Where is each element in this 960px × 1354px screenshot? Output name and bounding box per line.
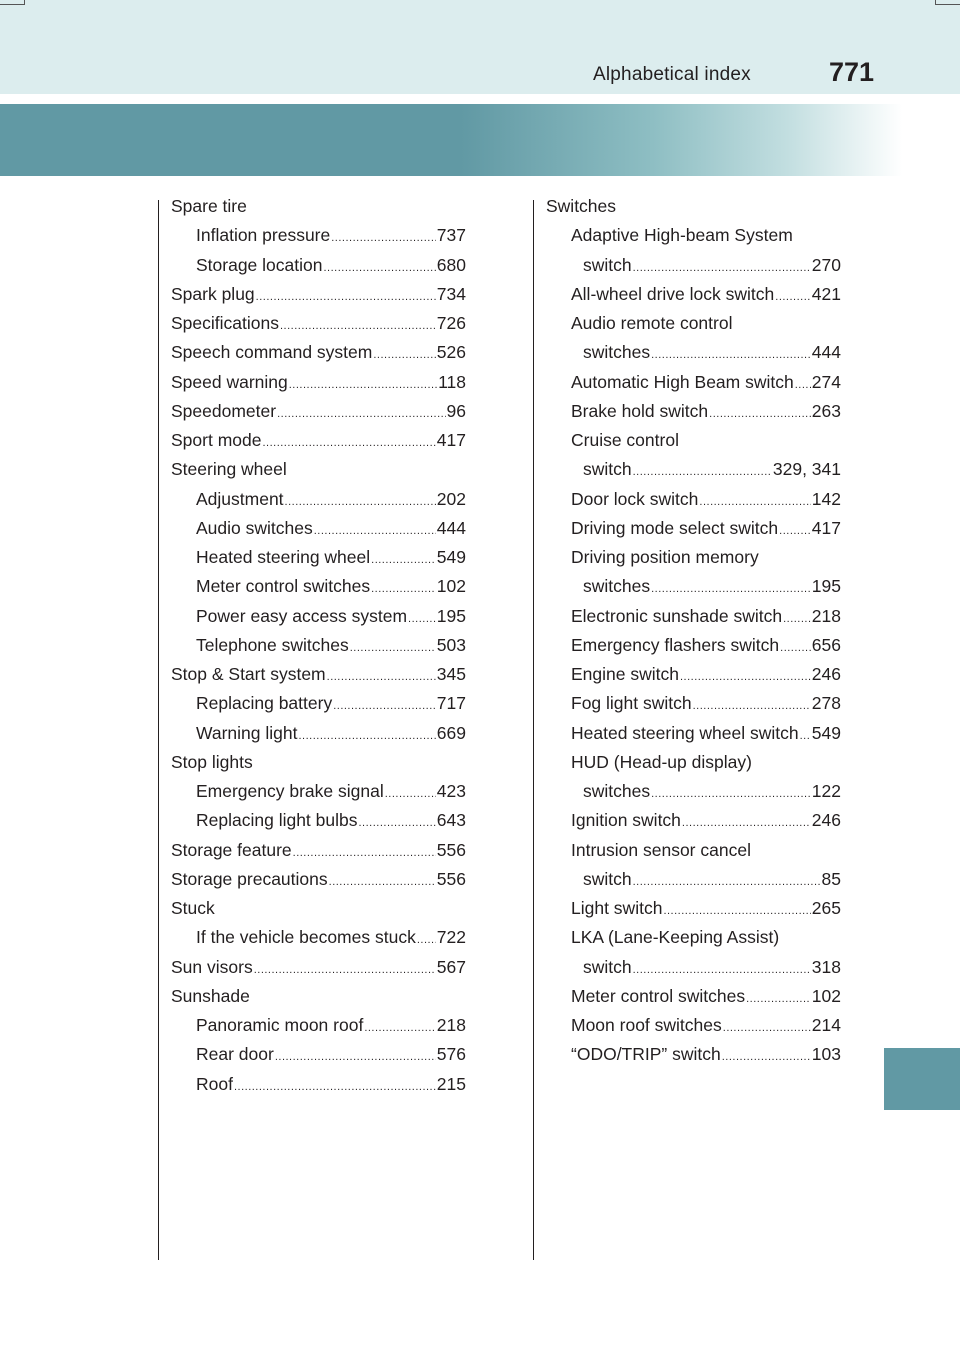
index-entry-label: Specifications <box>171 313 279 333</box>
dot-leader <box>780 634 811 663</box>
index-entry-label: Warning light <box>196 722 298 743</box>
index-entry <box>171 338 466 367</box>
index-entry-label: Telephone switches <box>196 634 349 655</box>
index-entry-page: 556 <box>436 839 466 860</box>
index-entry-page: 270 <box>811 254 841 275</box>
index-entry-label: Audio remote control <box>571 313 733 333</box>
dot-leader <box>633 254 811 283</box>
index-entry <box>546 748 841 777</box>
index-entry-label: Stop lights <box>171 751 253 772</box>
index-entry <box>171 602 466 631</box>
index-entry-label: Steering wheel <box>171 459 287 480</box>
index-entry-page: 737 <box>436 225 466 246</box>
section-tab <box>884 1048 960 1110</box>
index-entry-page: 102 <box>811 985 841 1006</box>
index-entry <box>171 631 466 660</box>
index-entry-label: Driving mode select switch <box>571 517 779 538</box>
column-rule-left <box>158 200 159 1260</box>
dot-leader <box>350 634 436 663</box>
index-entry <box>171 660 466 689</box>
index-entry-page: 214 <box>811 1015 841 1035</box>
index-entry-label: Brake hold switch <box>571 400 709 421</box>
index-entry <box>546 368 841 397</box>
dot-leader <box>371 546 436 575</box>
dot-leader <box>680 663 811 692</box>
index-entry-label: Electronic sunshade switch <box>571 605 783 626</box>
dot-leader <box>651 575 811 604</box>
index-entry <box>171 192 466 221</box>
index-entry <box>546 806 841 835</box>
crop-mark-left <box>0 0 25 5</box>
index-entry-page: 643 <box>436 810 466 831</box>
index-entry-label: All-wheel drive lock switch <box>571 283 775 304</box>
index-entry-page: 417 <box>811 517 841 538</box>
dot-leader <box>633 956 811 985</box>
index-entry-page: 680 <box>436 254 466 275</box>
index-entry-label: Speech command system <box>171 342 373 363</box>
dot-leader <box>280 312 436 341</box>
index-entry <box>171 953 466 982</box>
index-entry-label: Sun visors <box>171 956 253 977</box>
index-entry-label: Moon roof switches <box>571 1015 722 1035</box>
dot-leader <box>277 400 445 429</box>
index-entry-label: Storage location <box>196 254 323 275</box>
index-entry <box>546 309 841 338</box>
dot-leader <box>331 224 436 253</box>
index-entry <box>171 514 466 543</box>
index-entry <box>546 865 841 894</box>
index-entry <box>546 221 841 250</box>
index-entry-label: Adaptive High-beam System <box>571 225 793 246</box>
index-entry <box>171 572 466 601</box>
index-entry-page: 734 <box>436 283 466 304</box>
index-entry <box>171 251 466 280</box>
index-column-left <box>171 192 466 1099</box>
index-column-right <box>546 192 841 1070</box>
index-entry-label: Spark plug <box>171 283 255 304</box>
dot-leader <box>408 605 436 634</box>
index-entry-page: 142 <box>811 488 841 509</box>
index-entry-label: Stuck <box>171 898 215 918</box>
index-entry-label: Sport mode <box>171 430 262 450</box>
index-entry <box>546 192 841 221</box>
dot-leader <box>693 692 811 721</box>
index-entry-page: 556 <box>436 868 466 889</box>
index-entry-label: switches <box>583 781 651 801</box>
index-entry-page: 202 <box>436 488 466 509</box>
dot-leader <box>651 341 811 370</box>
index-entry <box>546 1040 841 1069</box>
index-entry-label: Roof <box>196 1073 233 1094</box>
index-entry <box>171 719 466 748</box>
index-entry-page: 218 <box>811 605 841 626</box>
index-entry-label: HUD (Head-up display) <box>571 751 752 772</box>
page-number: 771 <box>829 57 875 87</box>
dot-leader <box>371 575 436 604</box>
index-entry-page: 576 <box>436 1044 466 1065</box>
index-entry-label: Spare tire <box>171 196 247 216</box>
index-entry-label: Light switch <box>571 898 663 918</box>
index-entry-page: 726 <box>436 313 466 333</box>
dot-leader <box>298 722 435 751</box>
index-entry-label: Adjustment <box>196 488 284 509</box>
index-entry <box>546 689 841 718</box>
index-entry <box>171 368 466 397</box>
header-background <box>0 0 960 94</box>
index-entry-label: Rear door <box>196 1044 274 1065</box>
dot-leader <box>795 371 811 400</box>
index-entry <box>546 426 841 455</box>
index-entry <box>171 806 466 835</box>
index-entry-label: Sunshade <box>171 985 250 1006</box>
index-entry-label: switch <box>583 956 632 977</box>
index-entry <box>546 338 841 367</box>
index-entry-label: switches <box>583 342 651 363</box>
dot-leader <box>323 254 435 283</box>
dot-leader <box>775 283 811 312</box>
dot-leader <box>275 1043 436 1072</box>
index-entry-page: 85 <box>821 868 841 889</box>
index-entry-label: switch <box>583 254 632 275</box>
index-entry-page: 417 <box>436 430 466 450</box>
dot-leader <box>256 283 436 312</box>
dot-leader <box>289 371 437 400</box>
index-entry-page: 195 <box>811 576 841 597</box>
index-entry <box>546 953 841 982</box>
index-entry-page: 122 <box>811 781 841 801</box>
index-entry <box>171 280 466 309</box>
index-entry-page: 421 <box>811 283 841 304</box>
dot-leader <box>709 400 811 429</box>
index-entry <box>546 543 841 572</box>
index-entry <box>546 1011 841 1040</box>
index-entry <box>546 923 841 952</box>
index-entry-page: 102 <box>436 576 466 597</box>
dot-leader <box>651 780 811 809</box>
index-entry <box>546 719 841 748</box>
index-entry-label: Switches <box>546 196 617 216</box>
index-entry-label: Engine switch <box>571 664 679 684</box>
index-entry-label: Storage precautions <box>171 868 328 889</box>
index-entry <box>171 309 466 338</box>
dot-leader <box>385 780 436 809</box>
index-entry-label: Stop & Start system <box>171 664 326 684</box>
index-entry-page: 722 <box>436 927 466 948</box>
dot-leader <box>329 868 436 897</box>
index-entry-page: 318 <box>811 956 841 977</box>
index-entry-label: Meter control switches <box>571 985 746 1006</box>
index-entry-label: Audio switches <box>196 517 313 538</box>
index-entry-page: 567 <box>436 956 466 977</box>
index-entry <box>171 455 466 484</box>
dot-leader <box>373 341 435 370</box>
index-entry <box>546 660 841 689</box>
index-entry-label: Intrusion sensor cancel <box>571 839 751 860</box>
index-entry-page: 444 <box>436 517 466 538</box>
index-entry-page: 265 <box>811 898 841 918</box>
index-entry-label: Speed warning <box>171 371 288 392</box>
index-entry-label: Heated steering wheel switch <box>571 722 799 743</box>
index-entry <box>171 982 466 1011</box>
index-entry <box>171 397 466 426</box>
index-entry-label: Automatic High Beam switch <box>571 371 794 392</box>
dot-leader <box>327 663 436 692</box>
index-entry <box>546 572 841 601</box>
index-entry-label: Door lock switch <box>571 488 699 509</box>
index-entry <box>546 982 841 1011</box>
index-entry-page: 444 <box>811 342 841 363</box>
dot-leader <box>417 926 436 955</box>
index-entry-label: Fog light switch <box>571 693 692 714</box>
index-entry-label: Replacing battery <box>196 693 333 714</box>
index-entry-page: 656 <box>811 634 841 655</box>
index-entry <box>546 485 841 514</box>
index-entry-page: 549 <box>811 722 841 743</box>
index-entry <box>546 602 841 631</box>
index-entry-label: switch <box>583 459 632 480</box>
dot-leader <box>314 517 436 546</box>
index-entry-page: 526 <box>436 342 466 363</box>
index-entry-label: Emergency flashers switch <box>571 634 780 655</box>
index-entry <box>546 397 841 426</box>
dot-leader <box>800 722 811 751</box>
index-entry-label: Storage feature <box>171 839 292 860</box>
index-entry-page: 218 <box>436 1015 466 1035</box>
index-entry <box>171 689 466 718</box>
index-entry-page: 195 <box>436 605 466 626</box>
dot-leader <box>254 956 436 985</box>
index-entry-page: 274 <box>811 371 841 392</box>
index-entry <box>171 543 466 572</box>
index-entry <box>546 514 841 543</box>
index-entry <box>171 894 466 923</box>
index-entry-label: Ignition switch <box>571 810 681 831</box>
column-rule-middle <box>533 200 534 1260</box>
dot-leader <box>746 985 811 1014</box>
dot-leader <box>262 429 435 458</box>
index-entry-page: 345 <box>436 664 466 684</box>
index-entry <box>171 1040 466 1069</box>
index-entry-page: 246 <box>811 664 841 684</box>
dot-leader <box>722 1043 811 1072</box>
index-entry-page: 669 <box>436 722 466 743</box>
index-entry-label: LKA (Lane-Keeping Assist) <box>571 927 780 948</box>
index-entry-page: 246 <box>811 810 841 831</box>
header-accent-band <box>0 104 960 176</box>
dot-leader <box>234 1073 436 1102</box>
page-title: Alphabetical index <box>593 64 751 85</box>
dot-leader <box>293 839 436 868</box>
index-entry-page: 278 <box>811 693 841 714</box>
index-entry <box>171 1011 466 1040</box>
index-entry-page: 549 <box>436 547 466 567</box>
dot-leader <box>779 517 811 546</box>
index-entry-page: 215 <box>436 1073 466 1094</box>
dot-leader <box>783 605 811 634</box>
index-entry <box>171 748 466 777</box>
index-entry-label: Heated steering wheel <box>196 547 371 567</box>
index-entry <box>171 777 466 806</box>
dot-leader <box>633 458 772 487</box>
index-entry-label: Emergency brake signal <box>196 781 384 801</box>
dot-leader <box>285 488 436 517</box>
index-entry-label: Inflation pressure <box>196 225 331 246</box>
index-entry-page: 503 <box>436 634 466 655</box>
index-entry-page: 423 <box>436 781 466 801</box>
index-entry <box>546 777 841 806</box>
index-entry-label: “ODO/TRIP” switch <box>571 1044 721 1065</box>
index-entry <box>171 426 466 455</box>
index-entry-page: 263 <box>811 400 841 421</box>
index-entry-page: 96 <box>446 400 466 421</box>
index-entry-label: Speedometer <box>171 400 277 421</box>
index-entry-page: 103 <box>811 1044 841 1065</box>
dot-leader <box>682 809 811 838</box>
dot-leader <box>663 897 810 926</box>
index-entry-page: 717 <box>436 693 466 714</box>
index-entry <box>171 836 466 865</box>
index-entry-label: Panoramic moon roof <box>196 1015 364 1035</box>
index-entry <box>546 894 841 923</box>
crop-mark-right <box>935 0 960 5</box>
dot-leader <box>364 1014 435 1043</box>
index-entry <box>546 280 841 309</box>
index-entry <box>546 836 841 865</box>
dot-leader <box>359 809 436 838</box>
index-entry-page: 118 <box>438 371 466 392</box>
index-entry-label: switches <box>583 576 651 597</box>
index-entry <box>546 251 841 280</box>
dot-leader <box>723 1014 811 1043</box>
index-entry-label: switch <box>583 868 632 889</box>
index-entry-label: Power easy access system <box>196 605 408 626</box>
index-entry <box>171 221 466 250</box>
index-entry <box>171 923 466 952</box>
index-entry <box>171 865 466 894</box>
dot-leader <box>633 868 821 897</box>
index-entry-label: Meter control switches <box>196 576 371 597</box>
index-entry-label: If the vehicle becomes stuck <box>196 927 416 948</box>
index-entry <box>546 631 841 660</box>
index-entry-label: Driving position memory <box>571 547 759 567</box>
index-entry <box>171 1070 466 1099</box>
index-entry-page: 329, 341 <box>772 459 841 480</box>
index-entry-label: Cruise control <box>571 430 679 450</box>
index-entry <box>546 455 841 484</box>
index-entry <box>171 485 466 514</box>
index-entry-label: Replacing light bulbs <box>196 810 358 831</box>
dot-leader <box>699 488 810 517</box>
dot-leader <box>333 692 436 721</box>
